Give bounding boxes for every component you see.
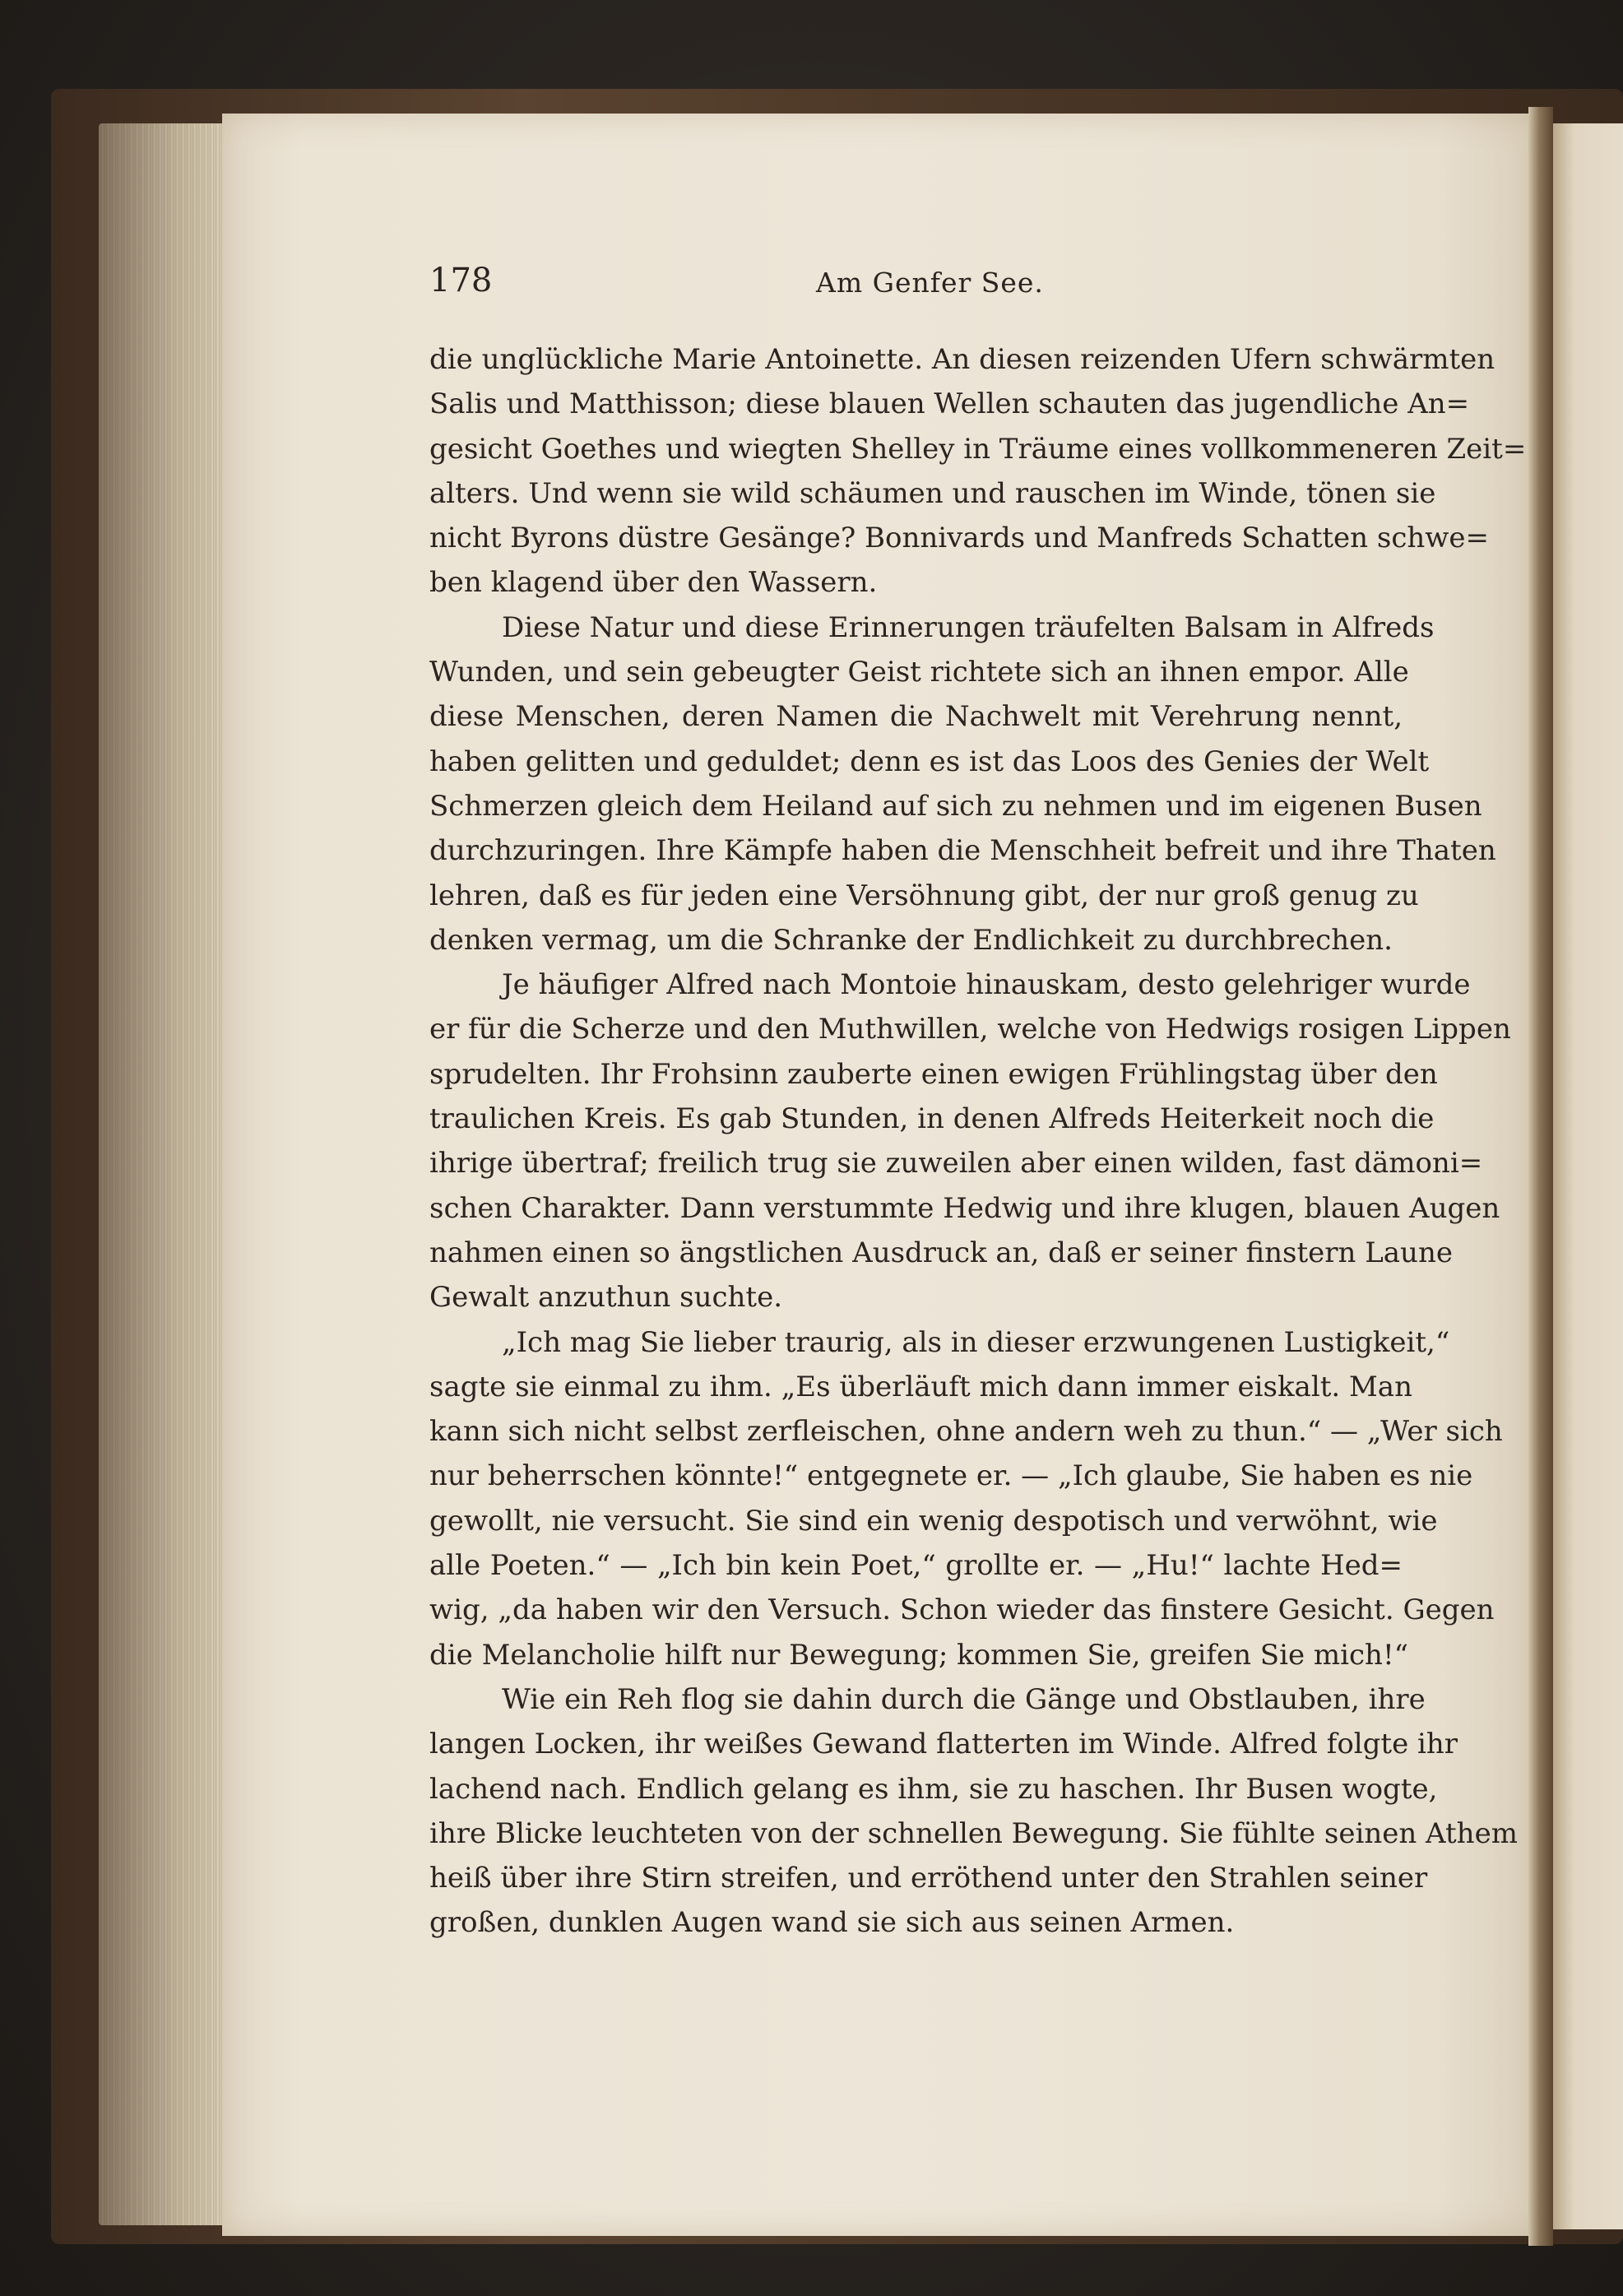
text-line: Schmerzen gleich dem Heiland auf sich zu nehmen und im eigenen Busen <box>429 789 1482 823</box>
page-number: 178 <box>429 262 493 299</box>
text-line: Salis und Matthisson; diese blauen Wellen schauten das jugendliche An= <box>429 387 1470 421</box>
text-line: Je häufiger Alfred nach Montoie hinauskam, desto gelehriger wurde <box>502 968 1471 1002</box>
text-line: haben gelitten und geduldet; denn es ist das Loos des Genies der Welt <box>429 744 1430 778</box>
text-line: er für die Scherze und den Muthwillen, welche von Hedwigs rosigen Lippen <box>429 1013 1511 1046</box>
text-line: gesicht Goethes und wiegten Shelley in Träume eines vollkommeneren Zeit= <box>429 432 1527 466</box>
text-line: kann sich nicht selbst zerfleischen, ohne andern weh zu thun.“ — „Wer sich <box>429 1415 1503 1449</box>
facing-page-edge <box>1553 123 1623 2229</box>
text-line: nahmen einen so ängstlichen Ausdruck an, daß er seiner finstern Laune <box>429 1236 1453 1269</box>
text-line: Wie ein Reh flog sie dahin durch die Gänge und Obstlauben, ihre <box>502 1682 1426 1716</box>
text-line: sagte sie einmal zu ihm. „Es überläuft mich dann immer eiskalt. Man <box>429 1370 1412 1403</box>
text-line: alle Poeten.“ — „Ich bin kein Poet,“ grollte er. — „Hu!“ lachte Hed= <box>429 1549 1403 1583</box>
text-line: sprudelten. Ihr Frohsinn zauberte einen ewigen Frühlingstag über den <box>429 1057 1438 1091</box>
text-line: ihrige übertraf; freilich trug sie zuweilen aber einen wilden, fast dämoni= <box>429 1147 1483 1180</box>
book-gutter <box>1528 107 1553 2246</box>
text-line: langen Locken, ihr weißes Gewand flatterten im Winde. Alfred folgte ihr <box>429 1728 1458 1761</box>
text-line: großen, dunklen Augen wand sie sich aus seinen Armen. <box>429 1906 1235 1940</box>
text-line: „Ich mag Sie lieber traurig, als in dieser erzwungenen Lustigkeit,“ <box>502 1325 1450 1359</box>
text-line: durchzuringen. Ihre Kämpfe haben die Menschheit befreit und ihre Thaten <box>429 834 1496 868</box>
text-line: wig, „da haben wir den Versuch. Schon wieder das finstere Gesicht. Gegen <box>429 1593 1495 1627</box>
page-edges-shadow <box>99 123 230 2225</box>
text-line: Diese Natur und diese Erinnerungen träufelten Balsam in Alfreds <box>502 610 1435 644</box>
text-line: Gewalt anzuthun suchte. <box>429 1281 783 1315</box>
text-line: schen Charakter. Dann verstummte Hedwig und ihre klugen, blauen Augen <box>429 1191 1500 1225</box>
text-line: heiß über ihre Stirn streifen, und erröthend unter den Strahlen seiner <box>429 1862 1428 1895</box>
text-line: nicht Byrons düstre Gesänge? Bonnivards und Manfreds Schatten schwe= <box>429 522 1489 555</box>
text-line: lachend nach. Endlich gelang es ihm, sie zu haschen. Ihr Busen wogte, <box>429 1772 1438 1806</box>
text-line: diese Menschen, deren Namen die Nachwelt mit Verehrung nennt, <box>429 700 1403 734</box>
text-line: gewollt, nie versucht. Sie sind ein wenig despotisch und verwöhnt, wie <box>429 1504 1438 1538</box>
text-line: denken vermag, um die Schranke der Endlichkeit zu durchbrechen. <box>429 923 1393 957</box>
text-line: ben klagend über den Wassern. <box>429 566 878 600</box>
text-line: nur beherrschen könnte!“ entgegnete er. — „Ich glaube, Sie haben es nie <box>429 1459 1473 1493</box>
page-header <box>429 262 1400 311</box>
text-line: Wunden, und sein gebeugter Geist richtete sich an ihnen empor. Alle <box>429 656 1409 689</box>
running-head: Am Genfer See. <box>816 267 1044 299</box>
text-line: traulichen Kreis. Es gab Stunden, in denen Alfreds Heiterkeit noch die <box>429 1102 1435 1136</box>
text-line: die Melancholie hilft nur Bewegung; kommen Sie, greifen Sie mich!“ <box>429 1638 1408 1672</box>
text-line: lehren, daß es für jeden eine Versöhnung gibt, der nur groß genug zu <box>429 879 1419 912</box>
text-line: alters. Und wenn sie wild schäumen und rauschen im Winde, tönen sie <box>429 476 1436 510</box>
text-line: die unglückliche Marie Antoinette. An diesen reizenden Ufern schwärmten <box>429 343 1495 376</box>
text-line: ihre Blicke leuchteten von der schnellen Bewegung. Sie fühlte seinen Athem <box>429 1816 1518 1850</box>
body-text <box>429 337 1527 1946</box>
